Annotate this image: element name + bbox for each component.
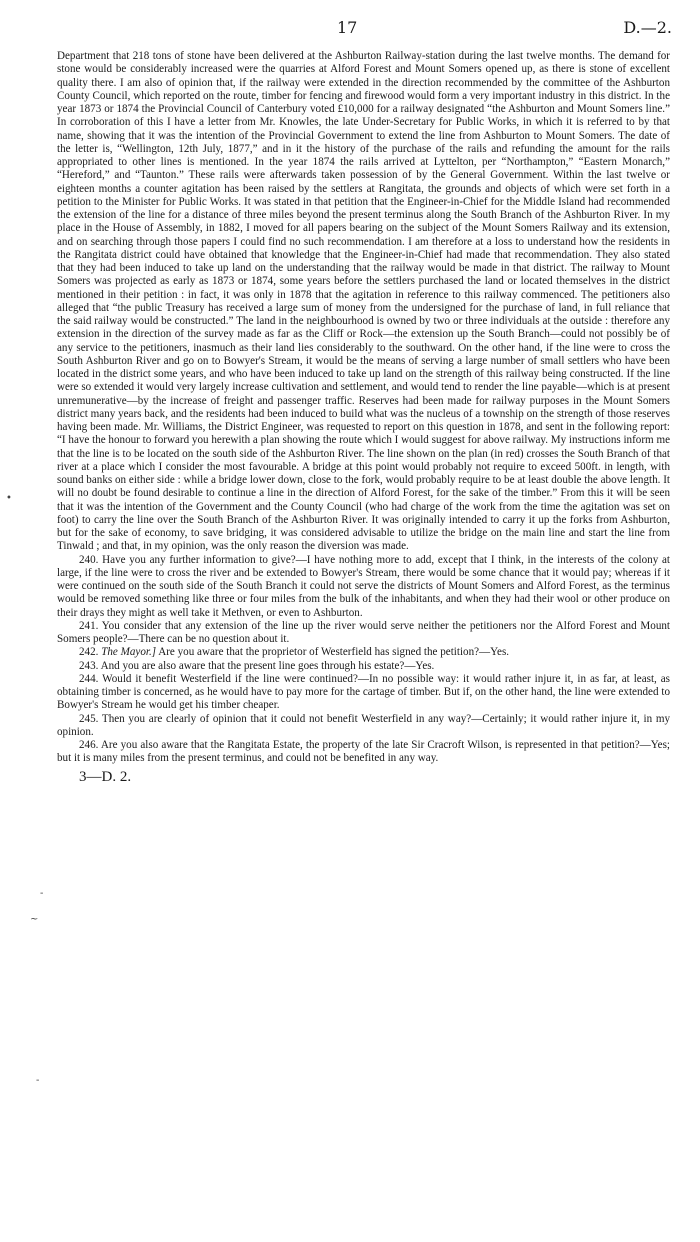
paragraph-text: 243. And you are also aware that the present line goes through his estate?—Yes.: [79, 659, 435, 672]
question-244: [57, 673, 670, 713]
page-number: 17: [337, 18, 358, 37]
paragraph-testimony: [57, 50, 670, 554]
question-number: 242.: [79, 646, 99, 659]
margin-dot: •: [6, 493, 12, 504]
paragraph-text: 244. Would it benefit Westerfield if the line were continued?—In no possible way: it would rather injure it, in as far, at least, as obtaining timber is concerned, as he would have to pay more for the cartage of timber. But if, on the other hand, the line were extended to Bowyer's Stream he would get his timber cheaper.: [57, 672, 670, 712]
body-text: [57, 50, 670, 787]
speaker-label: The Mayor.]: [101, 646, 157, 659]
margin-dash: ~: [30, 914, 39, 925]
question-242: [57, 646, 670, 659]
signature-mark: 3—D. 2.: [79, 768, 132, 785]
paragraph-text: 240. Have you any further information to give?—I have nothing more to add, except that I think, in the interests of the colony at large, if the line were to cross the river and be extended to Bowyer's Stream, there would be some chance that it would pay; whereas if it were continued on the south side of the South Branch it could not serve the districts of Mount Somers and Alford Forest, as the terminus would be removed something like three or four miles from the bulk of the inhabitants, and when they had their wool or other produce on their drays they might as well take it Methven, or even to Ashburton.: [57, 553, 670, 619]
paragraph-text: Department that 218 tons of stone have been delivered at the Ashburton Railway-station during the last twelve months. The demand for stone would be considerably increased were the quarries at Alford Forest and Mount Somers opened up, as there is stone of excellent quality there. I am also of opinion that, if the railway were extended in the direction recommended by the committee of the Ashburton County Council, which reported on the route, timber for fencing and firewood would form a very important industry in this district. In the year 1873 or 1874 the Provincial Council of Canterbury voted £10,000 for a railway designated “the Ashburton and Mount Somers line.” In corroboration of this I have a letter from Mr. Knowles, the late Under-Secretary for Public Works, in which it is referred to by that name, showing that it was the intention of the Provincial Government to extend the line from Ashburton to Mount Somers. The date of the letter is, “Wellington, 12th July, 1877,” and in it the history of the purchase of the rails and refunding the amount for the rails appropriated to other lines is mentioned. In the year 1874 the rails arrived at Lyttelton, per “Northampton,” “Eastern Monarch,” “Hereford,” and “Taunton.” These rails were afterwards taken possession of by the General Government. Within the last twelve or eighteen months a counter agitation has been raised by the settlers at Rangitata, the grounds and objects of which were set forth in a petition to the Minister for Public Works. It was stated in that petition that the Engineer-in-Chief for the Middle Island had recommended the extension of the line for a distance of three miles beyond the present terminus along the South Branch of the Ashburton River. In my place in the House of Assembly, in 1882, I moved for all papers bearing on the subject of the Mount Somers Railway and its extension, and on searching through those papers I could find no such recommendation. I am therefore at a loss to understand how the residents in the Rangitata district could have obtained that knowledge that the Engineer-in-Chief had made that recommendation. They also stated that they had been induced to take up land on the understanding that the railway would be made in that district. The railway to Mount Somers was projected as early as 1873 or 1874, some years before the settlers purchased the land or located themselves in the district mentioned in their petition : in fact, it was only in 1878 that the agitation in reference to this railway commenced. The petitioners also alleged that “the public Treasury has received a large sum of money from the undersigned for the purchase of land, in full reliance that the said railway would be constructed.” The land in the neighbourhood is owned by two or three individuals at the outside : therefore any extension in the direction of the survey made as far as the Cliff or Rock—the extension up the South Branch—could not possibly be of any service to the petitioners, inasmuch as their land lies considerably to the southward. On the other hand, if the line were to cross the South Ashburton River and go on to Bowyer's Stream, it would be the means of serving a large number of small settlers who have been located in the district some years, and who have been induced to take up land on the strength of this railway being constructed. If the line were so extended it would very largely increase cultivation and settlement, and would tend to render the line payable—which is at present unremunerative—by the increase of freight and passenger traffic. Reserves had been made for railway purposes in the Mount Somers district many years back, and the residents had been induced to build what was the nucleus of a township on the strength of those reserves having been made. Mr. Williams, the District Engineer, was requested to report on this question in 1878, and sent in the following report: “I have the honour to forward you herewith a plan showing the route which I would suggest for above railway. My instructions inform me that the line is to be located on the south side of the Ashburton River. The line shown on the plan (in red) crosses the South Branch of that river at a place which I consider the most favourable. A bridge at this point would probably not require to exceed 500ft. in length, with sound banks on either side : while a bridge lower down, close to the fork, would probably require to be at least double the above length. It will no doubt be found desirable to continue a line in the direction of Alford Forest, for the sake of the timber.” From this it will be seen that it was the intention of the Government and the County Council (who had charge of the work from the time the agitation was set on foot) to carry the line over the South Branch of the Ashburton River. It was originally intended to carry it up the forks from Ashburton, but for the sake of economy, to save bridging, it was considered advisable to utilize the bridge on the main line and start the line from Tinwald ; and that, in my opinion, was the only reason the diversion was made.: [57, 50, 670, 553]
margin-dash: -: [40, 888, 44, 899]
document-reference: D.—2.: [623, 18, 672, 37]
paragraph-text: 241. You consider that any extension of the line up the river would serve neither the petitioners nor the Alford Forest and Mount Somers people?—There can be no question about it.: [57, 619, 670, 645]
question-240: [57, 554, 670, 620]
question-245: [57, 713, 670, 740]
paragraph-text: 246. Are you also aware that the Rangitata Estate, the property of the late Sir Cracroft Wilson, is represented in that petition?—Yes; but it is many miles from the present terminus, and could not be benefited in any way.: [57, 739, 670, 765]
margin-dash: -: [36, 1075, 40, 1086]
question-241: [57, 620, 670, 647]
paragraph-text: Are you aware that the proprietor of Westerfield has signed the petition?—Yes.: [156, 646, 510, 659]
question-243: [57, 660, 670, 673]
paragraph-text: 245. Then you are clearly of opinion that it could not benefit Westerfield in any way?—Certainly; it would rather injure it, in my opinion.: [57, 712, 670, 738]
page-header: [0, 18, 700, 42]
question-246: [57, 739, 670, 766]
